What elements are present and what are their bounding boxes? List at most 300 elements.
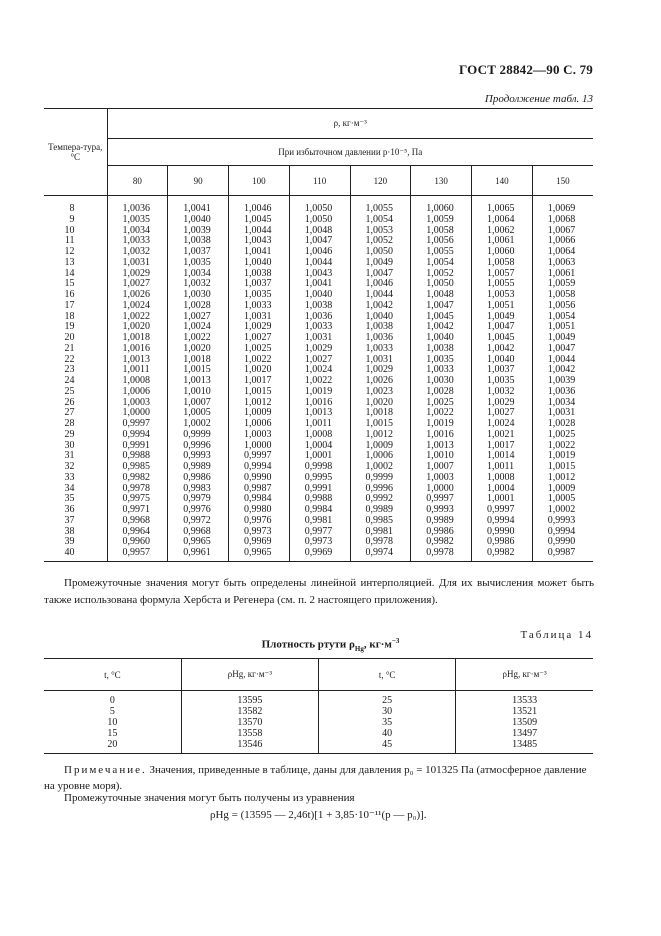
density-cell: 1,0043	[289, 269, 350, 280]
density-cell: 0,9982	[411, 537, 472, 548]
density-cell: 13558	[181, 728, 318, 739]
density-cell: 1,0012	[532, 473, 593, 484]
density-cell: 1,0049	[350, 258, 411, 269]
density-cell: 1,0045	[472, 333, 533, 344]
density-cell: 0,9997	[107, 419, 168, 430]
density-cell: 1,0042	[472, 344, 533, 355]
density-cell: 1,0002	[532, 505, 593, 516]
density-cell: 1,0025	[229, 344, 290, 355]
density-cell: 1,0053	[472, 290, 533, 301]
density-cell: 1,0040	[168, 215, 229, 226]
density-cell: 0,9965	[229, 548, 290, 561]
density-cell: 1,0046	[229, 196, 290, 215]
density-cell: 0,9987	[229, 484, 290, 495]
density-cell: 1,0012	[350, 430, 411, 441]
density-cell: 1,0042	[350, 301, 411, 312]
density-cell: 1,0042	[411, 322, 472, 333]
density-cell: 1,0017	[229, 376, 290, 387]
density-cell: 1,0044	[350, 290, 411, 301]
density-cell: 0,9960	[107, 537, 168, 548]
density-cell: 1,0029	[229, 322, 290, 333]
density-cell: 1,0031	[532, 408, 593, 419]
temperature-cell: 45	[319, 739, 456, 754]
density-cell: 1,0037	[229, 279, 290, 290]
temperature-cell: 34	[64, 482, 75, 494]
density-cell: 0,9984	[229, 494, 290, 505]
density-cell: 0,9973	[289, 537, 350, 548]
density-cell: 1,0033	[350, 344, 411, 355]
density-cell: 13582	[181, 706, 318, 717]
density-cell: 1,0022	[532, 441, 593, 452]
density-cell: 1,0018	[350, 408, 411, 419]
table-row	[44, 728, 593, 739]
density-cell: 1,0035	[229, 290, 290, 301]
formula-intro: Промежуточные значения могут быть получены из уравнения	[64, 792, 355, 804]
density-cell: 1,0032	[107, 247, 168, 258]
table-continuation-label: Продолжение табл. 13	[484, 93, 593, 105]
temperature-cell: 37	[64, 514, 75, 526]
density-cell: 0,9989	[411, 516, 472, 527]
density-cell: 1,0009	[350, 441, 411, 452]
density-cell: 1,0046	[350, 279, 411, 290]
density-cell: 1,0031	[350, 355, 411, 366]
density-cell: 1,0020	[229, 365, 290, 376]
density-cell: 13546	[181, 739, 318, 754]
density-cell: 1,0066	[532, 236, 593, 247]
pressure-col-header: 120	[350, 166, 411, 196]
density-cell: 1,0049	[472, 312, 533, 323]
density-cell: 1,0058	[532, 290, 593, 301]
density-cell: 1,0036	[107, 196, 168, 215]
density-cell: 1,0065	[472, 196, 533, 215]
temperature-cell: 30	[319, 706, 456, 717]
density-cell: 1,0024	[168, 322, 229, 333]
density-cell: 13570	[181, 717, 318, 728]
density-cell: 1,0027	[229, 333, 290, 344]
density-cell: 1,0042	[532, 365, 593, 376]
density-cell: 0,9995	[289, 473, 350, 484]
table-row	[44, 548, 593, 561]
density-cell: 1,0050	[289, 215, 350, 226]
density-cell: 1,0026	[350, 376, 411, 387]
density-cell: 1,0031	[229, 312, 290, 323]
density-cell: 1,0032	[472, 387, 533, 398]
density-cell: 0,9976	[229, 516, 290, 527]
density-cell: 1,0004	[472, 484, 533, 495]
density-cell: 1,0009	[229, 408, 290, 419]
col-density-1: ρHg, кг·м⁻³	[181, 659, 318, 691]
temperature-cell: 35	[319, 717, 456, 728]
pressure-header: При избыточном давлении p·10⁻⁵, Па	[107, 139, 593, 166]
density-cell: 1,0027	[107, 279, 168, 290]
density-cell: 1,0064	[472, 215, 533, 226]
density-cell: 1,0015	[532, 462, 593, 473]
density-cell: 1,0019	[411, 419, 472, 430]
density-cell: 1,0059	[532, 279, 593, 290]
density-cell: 1,0005	[168, 408, 229, 419]
density-cell: 13533	[456, 691, 593, 707]
density-cell: 1,0060	[472, 247, 533, 258]
density-cell: 0,9964	[107, 527, 168, 538]
table-row	[44, 387, 593, 398]
temperature-cell: 13	[64, 256, 75, 268]
table-row	[44, 739, 593, 754]
density-cell: 1,0045	[229, 215, 290, 226]
density-cell: 1,0047	[532, 344, 593, 355]
density-cell: 1,0036	[289, 312, 350, 323]
density-cell: 0,9996	[350, 484, 411, 495]
temperature-cell: 28	[64, 418, 75, 429]
density-cell: 1,0011	[289, 419, 350, 430]
density-cell: 1,0011	[107, 365, 168, 376]
density-cell: 1,0028	[532, 419, 593, 430]
density-cell: 0,9987	[532, 548, 593, 561]
density-cell: 1,0024	[472, 419, 533, 430]
density-cell: 0,9969	[229, 537, 290, 548]
density-cell: 1,0015	[168, 365, 229, 376]
density-cell: 1,0000	[411, 484, 472, 495]
density-cell: 1,0004	[289, 441, 350, 452]
table-14-title-suffix: , кг·м	[363, 638, 392, 651]
density-cell: 1,0028	[411, 387, 472, 398]
density-cell: 0,9969	[289, 548, 350, 561]
density-cell: 1,0052	[350, 236, 411, 247]
density-cell: 0,9972	[168, 516, 229, 527]
density-cell: 0,9971	[107, 505, 168, 516]
density-cell: 0,9986	[472, 537, 533, 548]
temperature-cell: 36	[64, 504, 75, 515]
density-cell: 1,0015	[229, 387, 290, 398]
density-cell: 0,9990	[229, 473, 290, 484]
density-cell: 1,0027	[168, 312, 229, 323]
density-cell: 0,9993	[532, 516, 593, 527]
density-cell: 0,9989	[168, 462, 229, 473]
density-cell: 13595	[181, 691, 318, 707]
density-cell: 1,0041	[168, 196, 229, 215]
density-cell: 1,0008	[107, 376, 168, 387]
density-cell: 1,0029	[107, 269, 168, 280]
density-cell: 1,0015	[350, 419, 411, 430]
density-cell: 0,9983	[168, 484, 229, 495]
density-cell: 1,0033	[107, 236, 168, 247]
density-cell: 0,9968	[168, 527, 229, 538]
density-cell: 1,0023	[350, 387, 411, 398]
density-cell: 0,9982	[107, 473, 168, 484]
temperature-cell: 14	[64, 267, 75, 279]
temperature-cell: 40	[319, 728, 456, 739]
density-cell: 1,0006	[107, 387, 168, 398]
density-cell: 1,0035	[107, 215, 168, 226]
density-cell: 1,0051	[532, 322, 593, 333]
density-cell: 0,9997	[472, 505, 533, 516]
density-cell: 1,0028	[168, 301, 229, 312]
density-cell: 1,0067	[532, 226, 593, 237]
table-14-title-sub: Hg	[354, 644, 364, 653]
density-cell: 1,0048	[411, 290, 472, 301]
density-cell: 1,0007	[168, 398, 229, 409]
density-cell: 1,0019	[532, 451, 593, 462]
temperature-cell: 26	[64, 396, 75, 408]
density-cell: 1,0054	[532, 312, 593, 323]
density-cell: 1,0047	[411, 301, 472, 312]
density-cell: 1,0001	[289, 451, 350, 462]
density-cell: 0,9979	[168, 494, 229, 505]
density-cell: 0,9981	[350, 527, 411, 538]
temperature-cell: 9	[69, 213, 75, 225]
density-cell: 1,0003	[107, 398, 168, 409]
density-cell: 1,0001	[472, 494, 533, 505]
density-cell: 1,0029	[472, 398, 533, 409]
density-cell: 13521	[456, 706, 593, 717]
density-cell: 1,0036	[532, 387, 593, 398]
density-cell: 0,9977	[289, 527, 350, 538]
note	[44, 762, 594, 794]
density-cell: 1,0038	[168, 236, 229, 247]
density-cell: 0,9996	[168, 441, 229, 452]
density-table-13	[44, 108, 593, 562]
col-density-2: ρHg, кг·м⁻³	[456, 659, 593, 691]
density-cell: 1,0051	[472, 301, 533, 312]
density-cell: 1,0040	[472, 355, 533, 366]
density-cell: 1,0007	[411, 462, 472, 473]
temperature-cell: 8	[69, 203, 75, 214]
pressure-col-header: 130	[411, 166, 472, 196]
density-cell: 1,0037	[168, 247, 229, 258]
density-cell: 1,0000	[229, 441, 290, 452]
temperature-cell: 39	[64, 536, 75, 548]
density-cell: 1,0068	[532, 215, 593, 226]
density-cell: 1,0027	[472, 408, 533, 419]
density-cell: 1,0008	[289, 430, 350, 441]
density-cell: 1,0044	[229, 226, 290, 237]
density-cell: 1,0048	[289, 226, 350, 237]
temperature-cell: 33	[64, 471, 75, 483]
density-cell: 1,0025	[532, 430, 593, 441]
density-cell: 0,9999	[350, 473, 411, 484]
density-cell: 0,9994	[532, 527, 593, 538]
temperature-cell: 32	[64, 461, 75, 472]
density-cell: 0,9994	[107, 430, 168, 441]
density-cell: 0,9998	[289, 462, 350, 473]
temperature-cell: 20	[64, 332, 75, 343]
density-cell: 1,0003	[229, 430, 290, 441]
density-cell: 1,0046	[289, 247, 350, 258]
pressure-col-header: 90	[168, 166, 229, 196]
density-cell: 0,9974	[350, 548, 411, 561]
density-cell: 1,0022	[411, 408, 472, 419]
density-cell: 1,0000	[107, 408, 168, 419]
density-cell: 1,0033	[229, 301, 290, 312]
density-cell: 0,9988	[107, 451, 168, 462]
density-cell: 1,0044	[289, 258, 350, 269]
density-cell: 1,0052	[411, 269, 472, 280]
density-cell: 0,9986	[411, 527, 472, 538]
density-cell: 1,0010	[168, 387, 229, 398]
density-cell: 0,9975	[107, 494, 168, 505]
density-cell: 1,0011	[472, 462, 533, 473]
table-row	[44, 516, 593, 527]
density-cell: 1,0021	[472, 430, 533, 441]
density-cell: 1,0020	[168, 344, 229, 355]
table-row	[44, 344, 593, 355]
table-row	[44, 430, 593, 441]
temperature-cell: 25	[319, 691, 456, 707]
temperature-cell: 24	[64, 375, 75, 386]
density-cell: 0,9989	[350, 505, 411, 516]
temperature-cell: 22	[64, 353, 75, 365]
density-cell: 1,0038	[411, 344, 472, 355]
density-cell: 1,0054	[411, 258, 472, 269]
density-cell: 1,0050	[289, 196, 350, 215]
density-cell: 1,0054	[350, 215, 411, 226]
density-cell: 1,0040	[411, 333, 472, 344]
table-row	[44, 473, 593, 484]
density-cell: 1,0034	[168, 269, 229, 280]
density-cell: 0,9984	[289, 505, 350, 516]
density-cell: 1,0055	[350, 196, 411, 215]
table-14-title-sup: −3	[391, 637, 400, 645]
density-cell: 0,9999	[168, 430, 229, 441]
col-temperature-2: t, °С	[319, 659, 456, 691]
density-cell: 1,0024	[107, 301, 168, 312]
density-cell: 1,0024	[289, 365, 350, 376]
pressure-col-header: 150	[532, 166, 593, 196]
table-row	[44, 258, 593, 269]
temperature-cell: 18	[64, 310, 75, 322]
density-cell: 1,0006	[229, 419, 290, 430]
density-cell: 0,9965	[168, 537, 229, 548]
density-cell: 0,9981	[289, 516, 350, 527]
density-cell: 1,0022	[289, 376, 350, 387]
density-cell: 1,0022	[168, 333, 229, 344]
density-cell: 0,9997	[411, 494, 472, 505]
temperature-cell: 25	[64, 385, 75, 397]
density-cell: 0,9978	[107, 484, 168, 495]
density-cell: 1,0039	[532, 376, 593, 387]
density-cell: 1,0013	[168, 376, 229, 387]
density-cell: 1,0013	[289, 408, 350, 419]
density-cell: 1,0018	[107, 333, 168, 344]
density-cell: 0,9985	[107, 462, 168, 473]
temperature-cell: 19	[64, 321, 75, 333]
density-cell: 1,0025	[411, 398, 472, 409]
density-cell: 1,0013	[107, 355, 168, 366]
table-14-label: Таблица 14	[520, 629, 593, 641]
density-cell: 1,0030	[168, 290, 229, 301]
pressure-col-header: 140	[472, 166, 533, 196]
table-14-title-rho: ρ	[349, 638, 355, 651]
table-row	[44, 301, 593, 312]
density-cell: 0,9991	[107, 441, 168, 452]
density-cell: 0,9982	[472, 548, 533, 561]
temperature-cell: 38	[64, 525, 75, 537]
density-cell: 1,0058	[411, 226, 472, 237]
mercury-density-table	[44, 658, 593, 754]
density-cell: 1,0049	[532, 333, 593, 344]
temperature-cell: 16	[64, 289, 75, 300]
density-cell: 1,0056	[532, 301, 593, 312]
note-heading: Примечание.	[64, 764, 147, 776]
temperature-cell: 5	[109, 706, 115, 717]
density-cell: 13509	[456, 717, 593, 728]
temperature-cell: 15	[107, 728, 118, 739]
table-row	[44, 706, 593, 717]
density-cell: 13497	[456, 728, 593, 739]
density-cell: 1,0022	[229, 355, 290, 366]
density-cell: 1,0043	[229, 236, 290, 247]
table-row	[44, 691, 593, 707]
density-cell: 0,9973	[229, 527, 290, 538]
temperature-cell: 12	[64, 246, 75, 257]
density-cell: 1,0047	[350, 269, 411, 280]
density-cell: 0,9968	[107, 516, 168, 527]
density-cell: 1,0057	[472, 269, 533, 280]
density-cell: 1,0017	[472, 441, 533, 452]
col-temperature-1: t, °С	[44, 659, 181, 691]
temperature-cell: 0	[109, 695, 115, 706]
density-cell: 1,0055	[411, 247, 472, 258]
density-cell: 1,0053	[350, 226, 411, 237]
table-14-title	[0, 637, 661, 653]
density-cell: 1,0064	[532, 247, 593, 258]
density-cell: 0,9991	[289, 484, 350, 495]
density-cell: 1,0055	[472, 279, 533, 290]
temperature-cell: 10	[107, 717, 118, 728]
density-cell: 0,9993	[168, 451, 229, 462]
density-cell: 0,9985	[350, 516, 411, 527]
temperature-header: Темпера-тура, °С	[44, 109, 107, 196]
density-cell: 1,0047	[289, 236, 350, 247]
density-cell: 1,0047	[472, 322, 533, 333]
density-cell: 1,0002	[350, 462, 411, 473]
density-cell: 1,0016	[411, 430, 472, 441]
density-cell: 1,0010	[411, 451, 472, 462]
density-cell: 1,0020	[107, 322, 168, 333]
temperature-cell: 40	[44, 548, 107, 561]
density-cell: 1,0035	[168, 258, 229, 269]
density-cell: 1,0019	[289, 387, 350, 398]
pressure-values-row	[44, 166, 593, 196]
density-cell: 1,0039	[168, 226, 229, 237]
density-cell: 1,0038	[289, 301, 350, 312]
density-cell: 1,0056	[411, 236, 472, 247]
density-cell: 1,0061	[532, 269, 593, 280]
density-cell: 1,0059	[411, 215, 472, 226]
temperature-cell: 27	[64, 407, 75, 419]
density-cell: 1,0035	[472, 376, 533, 387]
density-cell: 0,9957	[107, 548, 168, 561]
temperature-cell: 31	[64, 450, 75, 462]
mercury-density-formula: ρHg = (13595 — 2,46t)[1 + 3,85·10⁻¹¹(p — p₀)].	[210, 809, 427, 821]
density-cell: 0,9994	[229, 462, 290, 473]
density-cell: 0,9994	[472, 516, 533, 527]
interpolation-paragraph: Промежуточные значения могут быть определены линейной интерполяцией. Для их вычисления может быть также использована формула Хербста и Регенера (см. п. 2 настоящего приложения).	[44, 577, 594, 606]
density-cell: 1,0038	[350, 322, 411, 333]
temperature-cell: 17	[64, 299, 75, 311]
temperature-cell: 11	[64, 235, 75, 247]
density-cell: 0,9993	[411, 505, 472, 516]
density-cell: 0,9980	[229, 505, 290, 516]
density-cell: 1,0029	[289, 344, 350, 355]
density-cell: 1,0003	[411, 473, 472, 484]
density-cell: 1,0034	[107, 226, 168, 237]
density-cell: 1,0044	[532, 355, 593, 366]
density-cell: 1,0008	[472, 473, 533, 484]
density-cell: 1,0031	[289, 333, 350, 344]
density-cell: 1,0033	[411, 365, 472, 376]
table-row	[44, 196, 593, 215]
density-cell: 0,9997	[229, 451, 290, 462]
